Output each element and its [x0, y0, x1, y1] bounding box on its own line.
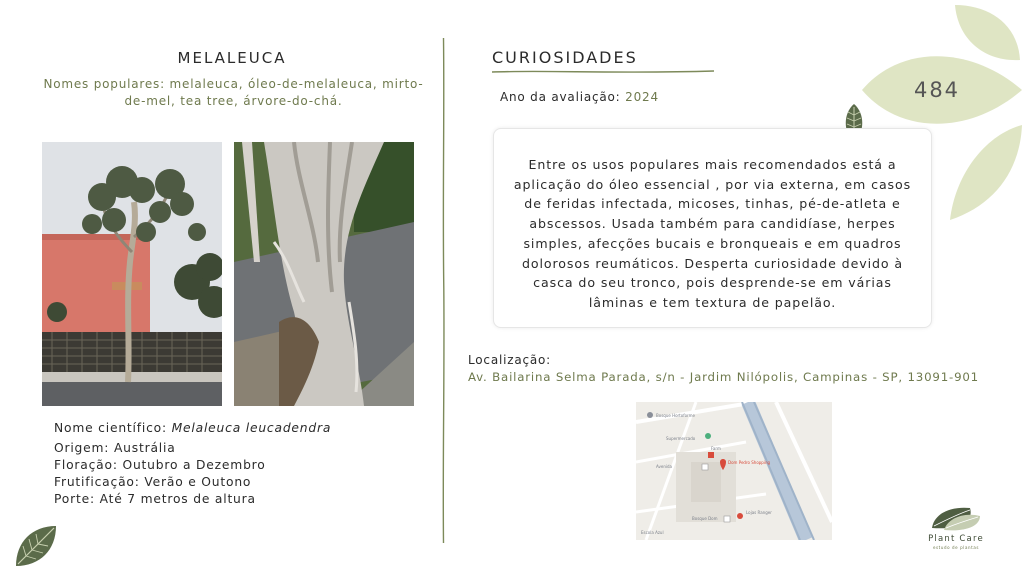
- curiosities-text: Entre os usos populares mais recomendados está a aplicação do óleo essencial , por via externa, em casos de feridas infectada, micoses, tinhas, pé-de-atleta e abscessos. Usada também para candidíase, herpes simples, afecções bucais e bronqueais e em quadros dolorosos reumáticos. Desperta curiosidade devido à casca do seu tronco, pois desprende-se em várias lâminas e tem textura de papelão.: [513, 157, 912, 310]
- plant-care-logo-icon: [930, 504, 982, 532]
- evaluation-year-line: [500, 90, 659, 104]
- curiosities-box: [493, 128, 932, 328]
- leaf-bottom-left-icon: [12, 522, 60, 570]
- svg-text:Farm: Farm: [711, 446, 721, 451]
- origin: Origem: Austrália: [54, 441, 176, 455]
- title-underline: [492, 69, 714, 75]
- evaluation-year-label: Ano da avaliação:: [500, 90, 626, 104]
- scientific-name-line: [54, 420, 434, 437]
- flowering: Floração: Outubro a Dezembro: [54, 458, 266, 472]
- svg-text:Dom Pedro Shopping: Dom Pedro Shopping: [728, 460, 771, 465]
- column-divider: [442, 38, 445, 543]
- curiosities-title: CURIOSIDADES: [492, 48, 638, 67]
- svg-text:Lojas Ranger: Lojas Ranger: [746, 510, 772, 515]
- brand-tagline: estudo de plantas: [932, 545, 980, 550]
- location-map[interactable]: [636, 402, 832, 540]
- tree-photo: [42, 142, 222, 406]
- scientific-name-label: Nome científico:: [54, 421, 172, 435]
- svg-text:Bosque Dom: Bosque Dom: [692, 516, 718, 521]
- svg-text:Escola Azul: Escola Azul: [641, 530, 664, 535]
- svg-text:Avenida: Avenida: [656, 464, 672, 469]
- bark-photo: [234, 142, 414, 406]
- location-address: Av. Bailarina Selma Parada, s/n - Jardim Nilópolis, Campinas - SP, 13091-901: [468, 370, 979, 384]
- popular-names: Nomes populares: melaleuca, óleo-de-melaleuca, mirto-de-mel, tea tree, árvore-do-chá.: [43, 77, 424, 108]
- evaluation-year: 2024: [625, 90, 659, 104]
- scientific-name: Melaleuca leucadendra: [171, 421, 332, 435]
- fruiting: Frutificação: Verão e Outono: [54, 475, 252, 489]
- page-number: 484: [913, 78, 961, 102]
- brand-name: Plant Care: [928, 534, 984, 544]
- svg-text:Bosque Hortoforme: Bosque Hortoforme: [656, 413, 695, 418]
- svg-text:Supermercado: Supermercado: [666, 436, 696, 441]
- location-label: Localização:: [468, 353, 552, 367]
- plant-name: MELALEUCA: [177, 49, 287, 67]
- plant-size: Porte: Até 7 metros de altura: [54, 492, 256, 506]
